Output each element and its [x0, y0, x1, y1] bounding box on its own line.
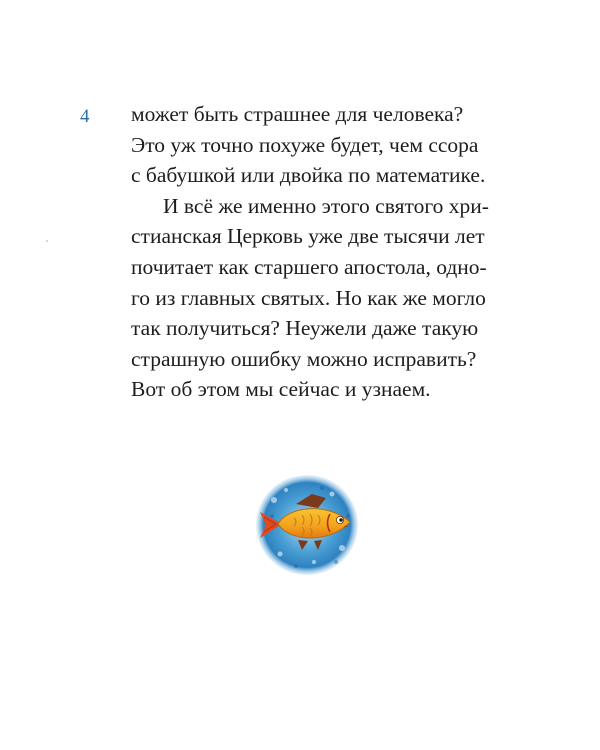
- text-line: так получиться? Неужели даже такую: [131, 316, 479, 341]
- text-line: Вот об этом мы сейчас и узнаем.: [131, 377, 431, 402]
- body-text: [131, 99, 521, 405]
- paper-speck: [46, 240, 48, 242]
- text-line: го из главных святых. Но как же могло: [131, 285, 486, 310]
- text-line: страшную ошибку можно исправить?: [131, 346, 477, 371]
- text-line: с бабушкой или двойка по математике.: [131, 163, 486, 188]
- paragraph-first-line: И всё же именно этого святого хри-: [163, 193, 489, 218]
- text-line: Это уж точно похуже будет, чем ссора: [131, 132, 479, 157]
- text-line: может быть страшнее для человека?: [131, 102, 464, 126]
- fish-in-water-icon: [252, 470, 362, 580]
- text-line: стианская Церковь уже две тысячи лет: [131, 224, 485, 249]
- text-line: почитает как старшего апостола, одно-: [131, 254, 487, 279]
- page-number: 4: [80, 106, 90, 127]
